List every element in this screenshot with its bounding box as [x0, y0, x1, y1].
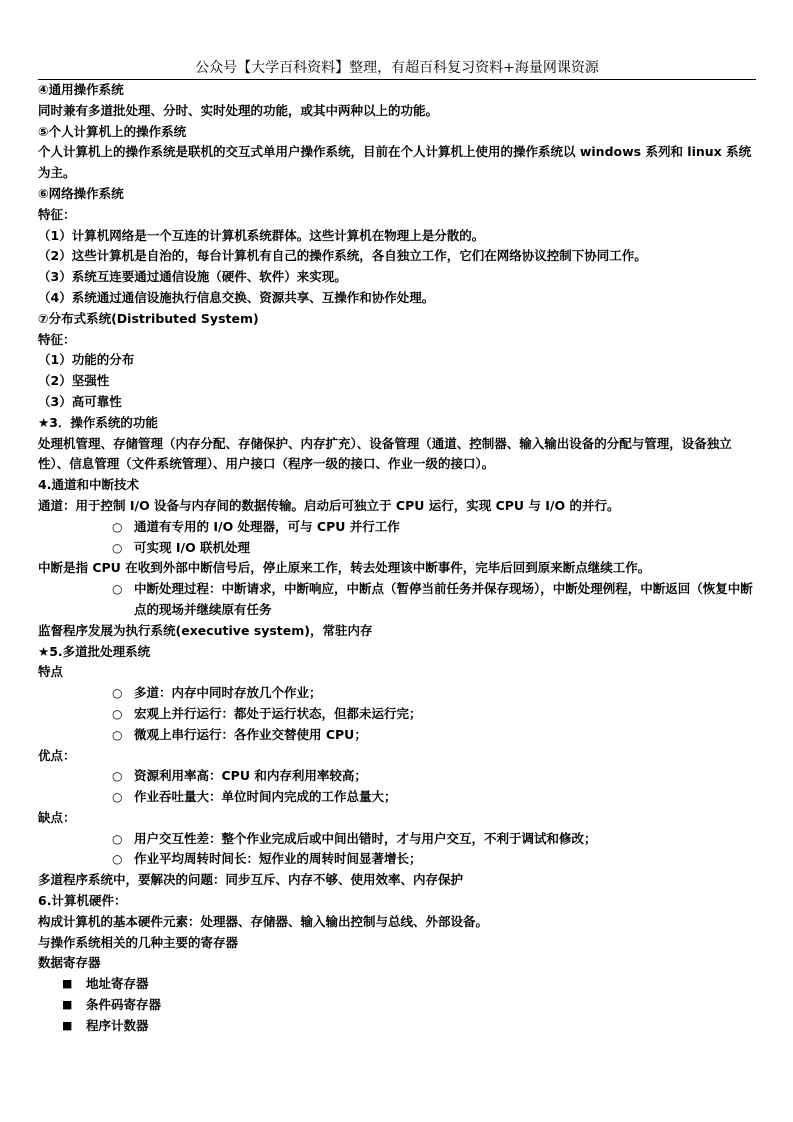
list-item: （1）计算机网络是一个互连的计算机系统群体。这些计算机在物理上是分散的。 — [38, 227, 485, 243]
list-item: （1）功能的分布 — [38, 352, 135, 368]
bullet-item — [38, 517, 758, 538]
bullet-item — [38, 704, 758, 725]
section-title-channel-interrupt: 4.通道和中断技术 — [38, 477, 139, 493]
list-item: （3）高可靠性 — [38, 393, 122, 409]
bullet-item — [38, 1016, 758, 1037]
list-item: （2）这些计算机是自治的，每台计算机有自己的操作系统，各自独立工作，它们在网络协议控制下协同工作。 — [38, 248, 647, 264]
circle-bullet-icon: ○ — [112, 540, 123, 555]
bullet-item — [38, 579, 758, 621]
document-body — [38, 80, 758, 1037]
list-item: （3）系统互连要通过通信设施（硬件、软件）来实现。 — [38, 269, 347, 285]
pros-label: 优点： — [38, 747, 76, 763]
paragraph: 个人计算机上的操作系统是联机的交互式单用户操作系统，目前在个人计算机上使用的操作系统以 windows 系列和 linux 系统为主。 — [38, 144, 752, 181]
circle-bullet-icon: ○ — [112, 852, 123, 867]
bullet-item — [38, 829, 758, 850]
paragraph: 监督程序发展为执行系统(executive system)，常驻内存 — [38, 622, 373, 638]
circle-bullet-icon: ○ — [112, 686, 123, 701]
circle-bullet-icon: ○ — [112, 582, 123, 597]
bullet-item — [38, 725, 758, 746]
feature-label: 特征： — [38, 331, 76, 347]
circle-bullet-icon: ○ — [112, 790, 123, 805]
paragraph: 同时兼有多道批处理、分时、实时处理的功能，或其中两种以上的功能。 — [38, 102, 439, 118]
bullet-text: 条件码寄存器 — [86, 997, 162, 1013]
square-bullet-icon: ■ — [62, 998, 73, 1012]
list-item: （4）系统通过通信设施执行信息交换、资源共享、互操作和协作处理。 — [38, 289, 435, 305]
paragraph: 中断是指 CPU 在收到外部中断信号后，停止原来工作，转去处理该中断事件，完毕后回到原来断点继续工作。 — [38, 560, 651, 576]
paragraph: 构成计算机的基本硬件元素：处理器、存储器、输入输出控制与总线、外部设备。 — [38, 913, 489, 929]
list-item: （2）坚强性 — [38, 373, 110, 389]
circle-bullet-icon: ○ — [112, 519, 123, 534]
page-header — [38, 58, 756, 80]
paragraph: 通道：用于控制 I/O 设备与内存间的数据传输。启动后可独立于 CPU 运行，实现 CPU 与 I/O 的并行。 — [38, 497, 620, 513]
section-title-distributed-system: ⑦分布式系统(Distributed System) — [38, 310, 259, 326]
bullet-text: 地址寄存器 — [86, 976, 149, 992]
bullet-item — [38, 995, 758, 1016]
bullet-text: 作业平均周转时间长：短作业的周转时间显著增长； — [134, 851, 422, 867]
paragraph: 数据寄存器 — [38, 955, 101, 971]
paragraph: 处理机管理、存储管理（内存分配、存储保护、内存扩充）、设备管理（通道、控制器、输入输出设备的分配与管理，设备独立性）、信息管理（文件系统管理）、用户接口（程序一级的接口、作业一级的接口）。 — [38, 435, 732, 472]
section-title-network-os: ⑥网络操作系统 — [38, 185, 124, 201]
bullet-item — [38, 849, 758, 870]
features-label: 特点 — [38, 664, 64, 680]
bullet-text: 可实现 I/O 联机处理 — [134, 539, 251, 555]
section-title-hardware: 6.计算机硬件： — [38, 893, 127, 909]
bullet-text: 通道有专用的 I/O 处理器，可与 CPU 并行工作 — [134, 518, 400, 534]
bullet-text: 微观上串行运行：各作业交替使用 CPU； — [134, 726, 367, 742]
square-bullet-icon: ■ — [62, 977, 73, 991]
paragraph: 多道程序系统中，要解决的问题：同步互斥、内存不够、使用效率、内存保护 — [38, 872, 464, 888]
bullet-text: 资源利用率高：CPU 和内存利用率较高； — [134, 768, 367, 784]
paragraph: 与操作系统相关的几种主要的寄存器 — [38, 934, 239, 950]
bullet-item — [38, 538, 758, 559]
bullet-text: 宏观上并行运行：都处于运行状态，但都未运行完； — [134, 705, 422, 721]
feature-label: 特征： — [38, 206, 76, 222]
circle-bullet-icon: ○ — [112, 727, 123, 742]
bullet-text: 程序计数器 — [86, 1017, 149, 1033]
section-title-pc-os: ⑤个人计算机上的操作系统 — [38, 123, 187, 139]
section-title-general-os: ④通用操作系统 — [38, 82, 124, 97]
section-title-os-functions: ★3．操作系统的功能 — [38, 414, 158, 430]
bullet-text: 中断处理过程：中断请求，中断响应，中断点（暂停当前任务并保存现场），中断处理例程，中断返回（恢复中断点的现场并继续原有任务 — [134, 581, 753, 617]
header-title: 公众号【大学百科资料】整理，有超百科复习资料+海量网课资源 — [195, 60, 599, 76]
bullet-item — [38, 787, 758, 808]
cons-label: 缺点： — [38, 809, 76, 825]
square-bullet-icon: ■ — [62, 1018, 73, 1032]
section-title-batch-system: ★5.多道批处理系统 — [38, 643, 151, 659]
circle-bullet-icon: ○ — [112, 769, 123, 784]
bullet-item — [38, 974, 758, 995]
bullet-item — [38, 766, 758, 787]
bullet-text: 作业吞吐量大：单位时间内完成的工作总量大； — [134, 789, 397, 805]
circle-bullet-icon: ○ — [112, 831, 123, 846]
circle-bullet-icon: ○ — [112, 706, 123, 721]
bullet-item — [38, 683, 758, 704]
bullet-text: 用户交互性差：整个作业完成后或中间出错时，才与用户交互，不利于调试和修改； — [134, 830, 597, 846]
bullet-text: 多道：内存中同时存放几个作业； — [134, 685, 322, 701]
